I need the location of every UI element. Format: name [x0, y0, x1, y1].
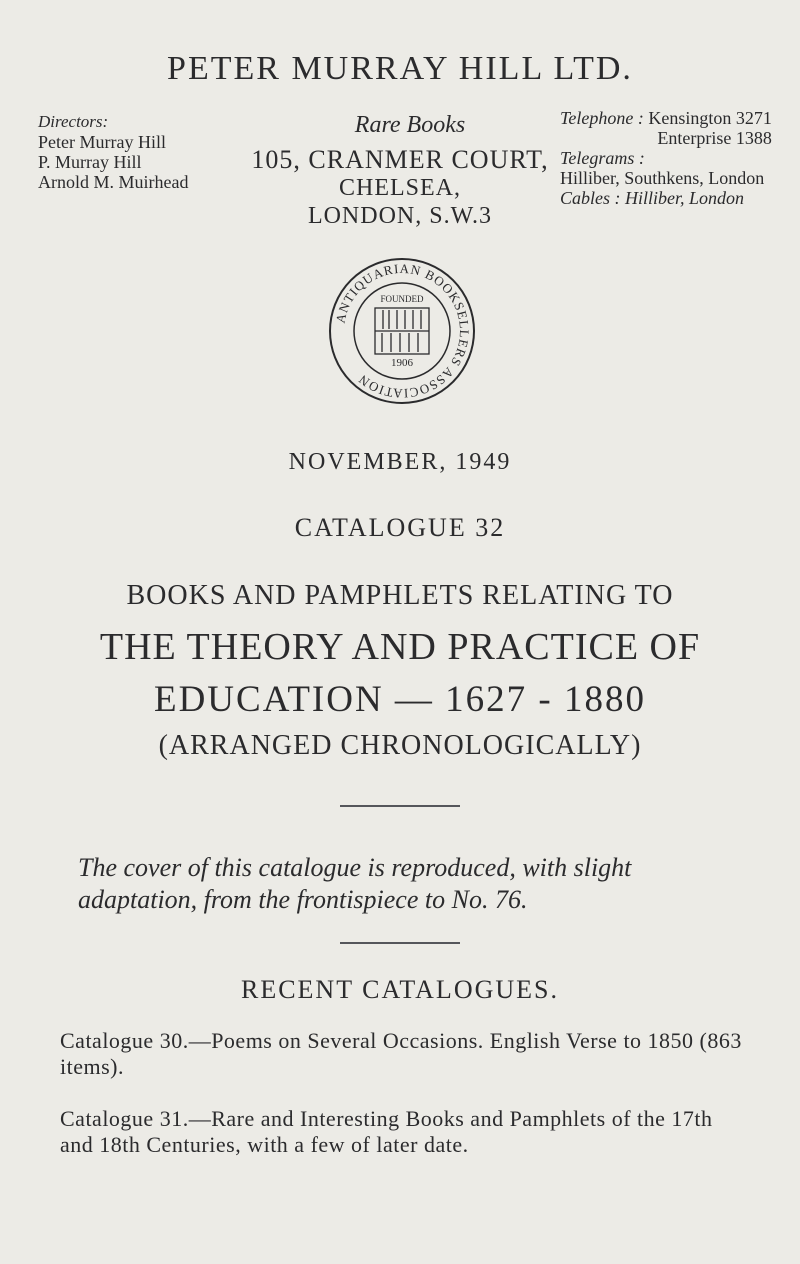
telephone-number: Kensington 3271 — [648, 108, 772, 128]
cables-address: Hilliber, London — [625, 188, 745, 208]
title-line: EDUCATION — 1627 - 1880 — [153, 679, 647, 720]
recent-catalogue-item: Catalogue 30.—Poems on Several Occasions. English Verse to 1850 (863 items). — [60, 1028, 742, 1079]
cover-note: The cover of this catalogue is reproduced, with slight adaptation, from the frontispiece to No. 76. — [78, 853, 632, 914]
director-name: P. Murray Hill — [38, 152, 142, 172]
seal-founded: FOUNDED — [380, 294, 424, 304]
recent-catalogues-heading: RECENT CATALOGUES. — [240, 975, 559, 1004]
business-label: Rare Books — [354, 112, 466, 138]
catalogue-date: NOVEMBER, 1949 — [288, 449, 512, 475]
bookshelf-icon — [375, 308, 429, 354]
title-line: THE THEORY AND PRACTICE OF — [99, 626, 701, 668]
divider — [340, 805, 460, 807]
director-name: Arnold M. Muirhead — [38, 172, 189, 192]
directors-block — [38, 112, 188, 192]
contact-block — [560, 108, 772, 208]
telephone-number-2: Enterprise 1388 — [657, 128, 772, 148]
firm-name: PETER MURRAY HILL LTD. — [167, 50, 633, 87]
director-name: Peter Murray Hill — [38, 132, 166, 152]
cables-label: Cables : — [560, 188, 621, 208]
address-line: LONDON, S.W.3 — [307, 203, 493, 229]
telegrams-address: Hilliber, Southkens, London — [560, 168, 765, 188]
directors-label: Directors: — [38, 112, 109, 131]
address-line: 105, CRANMER COURT, — [251, 145, 549, 174]
telegrams-label: Telegrams : — [560, 148, 645, 168]
association-seal — [327, 256, 477, 406]
address-line: CHELSEA, — [339, 175, 461, 201]
recent-catalogue-item: Catalogue 31.—Rare and Interesting Books and Pamphlets of the 17th and 18th Centuries, with a few of later date. — [60, 1106, 713, 1157]
catalogue-number: CATALOGUE 32 — [294, 513, 506, 542]
title-line: (ARRANGED CHRONOLOGICALLY) — [158, 730, 642, 761]
seal-year: 1906 — [391, 357, 413, 369]
seal-ring-text: ANTIQUARIAN BOOKSELLERS ASSOCIATION — [332, 260, 473, 402]
divider — [340, 942, 460, 944]
telephone-label: Telephone : — [560, 108, 644, 128]
title-line: BOOKS AND PAMPHLETS RELATING TO — [126, 580, 674, 611]
